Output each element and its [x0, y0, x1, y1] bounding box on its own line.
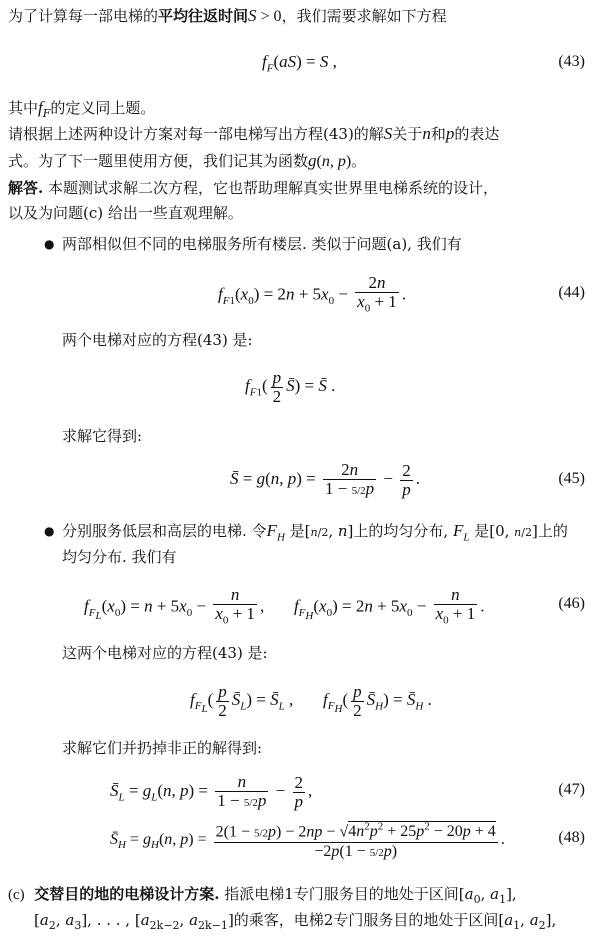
bullet-1-solve-intro: 求解它得到:	[62, 427, 143, 445]
solution-text: 本题测试求解二次方程，它也帮助理解真实世界里电梯系统的设计，	[43, 179, 499, 197]
equation-48: $S̄_H = g_H(n$, p) = $\frac{2(1 - 5/2p) - 2np - √4n^2p^2 + 25p^2 - 20p + 4}{-2p(1 - 5/2p)}$ .	[110, 818, 505, 864]
equation-47: $S̄_L = g_L(n$, p) = $\frac{n}{1 - 5/2p}$ − $\frac{2}{p}$ ,	[110, 771, 313, 811]
bullet-2: ●	[44, 524, 55, 538]
bullet-2-solve-intro: 求解它们并扔掉非正的解得到:	[62, 739, 263, 757]
equation-number-48: (48)	[558, 829, 585, 846]
paragraph-task-line2: 式。为了下一题里使用方便，我们记其为函数g(n, p)。	[8, 151, 367, 170]
equation-44: $f_{F1}(x_0) = 2n + 5x_0$ − $\frac{2n}{x_0 + 1}$ .	[218, 273, 407, 315]
equation-elevator-pair-2: $f_{F_L}$( $\frac{p}{2}$ $S̄_L$) = $S̄_L$ , $f_{F_H}$( $\frac{p}{2}$ $S̄_H$) = $S̄_H$ .	[190, 681, 432, 720]
equation-45: S̄ = g(n, p) = $\frac{2n}{1 - 5/2p}$ − $\frac{2}{p}$ .	[230, 459, 421, 499]
solution-label: 解答.	[8, 179, 44, 197]
part-c-label: (c)	[8, 887, 25, 903]
paragraph-intro: 为了计算每一部电梯的平均往返时间S > 0，我们需要求解如下方程	[8, 6, 447, 25]
equation-number-47: (47)	[558, 781, 585, 798]
paragraph-definition: 其中$f_F$的定义同上题。	[8, 98, 156, 120]
bullet-1: ●	[44, 237, 55, 251]
bullet-1-text: 两部相似但不同的电梯服务所有楼层. 类似于问题(a), 我们有	[62, 235, 462, 253]
paragraph-task-line1: 请根据上述两种设计方案对每一部电梯写出方程(43)的解S关于n和p的表达	[8, 124, 500, 143]
part-c-line2: [$a_2$, $a_3$], . . . , [$a_{2k-2}$, $a_{2k-1}$]的乘客，电梯2专门服务目的地处于区间[$a_1$, $a_2$],	[34, 911, 557, 932]
part-c-title: 交替目的地的电梯设计方案.	[34, 885, 220, 903]
equation-elevator-pair: $f_{F1}$( $\frac{p}{2}$ S̄) = S̄ .	[245, 367, 336, 406]
solution-line1	[8, 178, 498, 198]
bullet-2-equation-intro: 这两个电梯对应的方程(43) 是:	[62, 644, 268, 662]
equation-number-43: (43)	[558, 53, 585, 70]
bullet-2-line2: 均匀分布. 我们有	[62, 548, 177, 566]
solution-line2: 以及为问题(c) 给出一些直观理解。	[8, 204, 243, 222]
equation-46: $f_{F_L}(x_0) = n + 5x_0$ − $\frac{n}{x_0 + 1}$ , $f_{F_H}(x_0) = 2n + 5x_0$ − $\frac{n}{x_0 + 1}$ .	[84, 585, 485, 627]
equation-number-44: (44)	[558, 284, 585, 301]
equation-43: $f_F(aS) = S$ ,	[262, 52, 337, 75]
equation-number-46: (46)	[558, 595, 585, 612]
bullet-2-line1: 分别服务低层和高层的电梯. 令$F_H$ 是[n/2, n]上的均匀分布, $F_L$ 是[0, n/2]上的	[62, 521, 568, 544]
part-c-line1: (c) 交替目的地的电梯设计方案. 指派电梯1专门服务目的地处于区间[$a_0$, $a_1$],	[8, 885, 517, 906]
bullet-1-equation-intro: 两个电梯对应的方程(43) 是:	[62, 331, 253, 349]
equation-number-45: (45)	[558, 470, 585, 487]
